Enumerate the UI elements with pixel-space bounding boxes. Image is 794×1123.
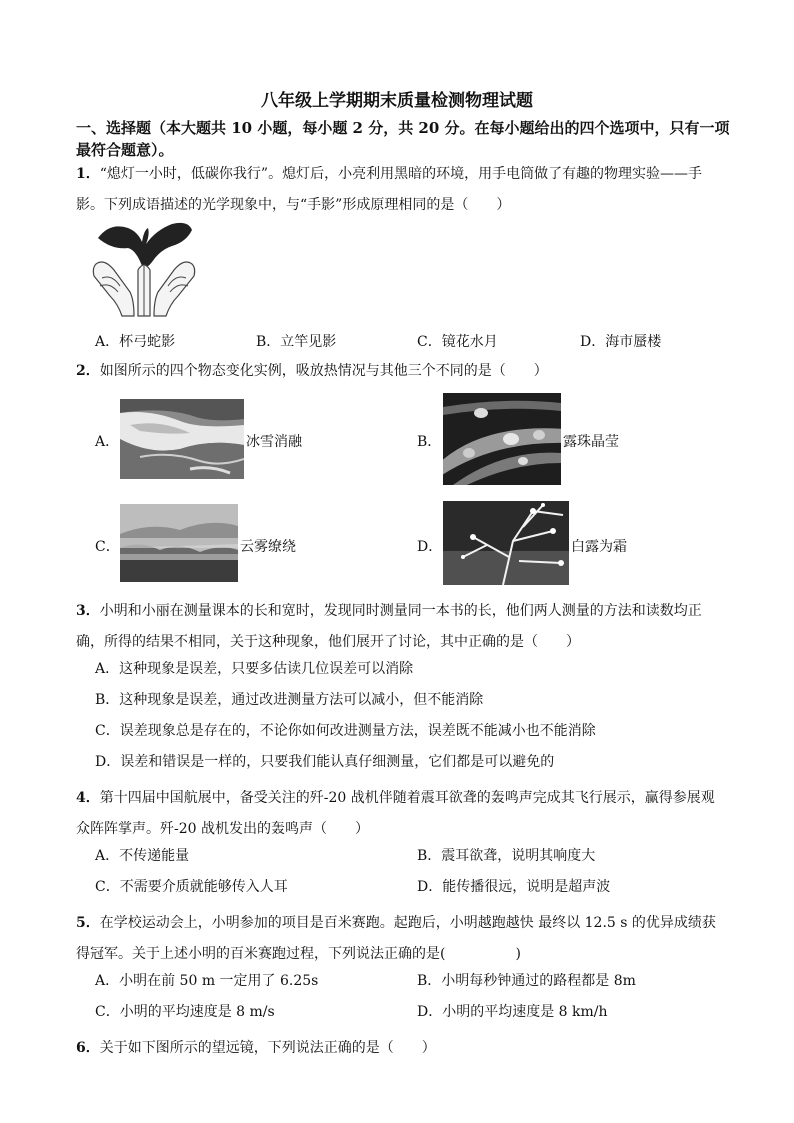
q1-option-c[interactable]: C．镜花水月 <box>417 334 498 350</box>
q5-text-1: 在学校运动会上，小明参加的项目是百米赛跑。起跑后，小明越跑越快 最终以 12.5 s 的优异成绩获 <box>99 915 716 931</box>
q2-letter-c[interactable]: C． <box>95 539 120 555</box>
q3-option-b[interactable]: B．这种现象是误差，通过改进测量方法可以减小，但不能消除 <box>95 692 484 708</box>
q5-line-2: 得冠军。关于上述小明的百米赛跑过程，下列说法正确的是( ) <box>76 946 521 962</box>
q3-text-1: 小明和小丽在测量课本的长和宽时，发现同时测量同一本书的长，他们两人测量的方法和读数均正 <box>99 603 702 619</box>
section-header <box>76 117 756 161</box>
q3-line-1 <box>76 596 736 627</box>
fog-image <box>120 504 238 582</box>
q4-option-d[interactable]: D．能传播很远，说明是超声波 <box>417 879 611 895</box>
dewdrops-image <box>443 393 561 485</box>
q5-option-b[interactable]: B．小明每秒钟通过的路程都是 8m <box>417 973 636 989</box>
q4-option-a[interactable]: A．不传递能量 <box>95 848 190 864</box>
ice-melting-image <box>120 399 244 479</box>
q4-line-1 <box>76 783 736 814</box>
q2-text: 如图所示的四个物态变化实例，吸放热情况与其他三个不同的是（ ） <box>99 363 548 379</box>
q5-option-a[interactable]: A．小明在前 50 m 一定用了 6.25s <box>95 973 319 989</box>
q6-number: 6． <box>76 1040 100 1056</box>
q1-option-a[interactable]: A．杯弓蛇影 <box>95 334 176 350</box>
q2-letter-d[interactable]: D． <box>417 539 443 555</box>
q3-option-a[interactable]: A．这种现象是误差，只要多估读几位误差可以消除 <box>95 661 414 677</box>
q4-number: 4． <box>76 790 100 806</box>
q2-line <box>76 356 736 387</box>
q4-line-2: 众阵阵掌声。歼-20 战机发出的轰鸣声（ ） <box>76 821 369 837</box>
q1-line-2: 影。下列成语描述的光学现象中，与“手影”形成原理相同的是（ ） <box>76 197 511 213</box>
q3-number: 3． <box>76 603 100 619</box>
section-line-2: 最符合题意）。 <box>76 141 174 159</box>
q1-option-b[interactable]: B．立竿见影 <box>256 334 337 350</box>
q4-option-c[interactable]: C．不需要介质就能够传入人耳 <box>95 879 288 895</box>
q6-line <box>76 1033 736 1064</box>
q5-option-c[interactable]: C．小明的平均速度是 8 m/s <box>95 1004 275 1020</box>
q2-caption-c: 云雾缭绕 <box>240 539 296 555</box>
q1-option-d[interactable]: D．海市蜃楼 <box>580 334 662 350</box>
frost-image <box>443 501 569 585</box>
q6-text: 关于如下图所示的望远镜，下列说法正确的是（ ） <box>99 1040 436 1056</box>
q2-caption-a: 冰雪消融 <box>246 434 302 450</box>
q3-line-2: 确，所得的结果不相同，关于这种现象，他们展开了讨论，其中正确的是（ ） <box>76 634 580 650</box>
q4-option-b[interactable]: B．震耳欲聋，说明其响度大 <box>417 848 596 864</box>
page-title: 八年级上学期期末质量检测物理试题 <box>261 91 533 111</box>
q5-option-d[interactable]: D．小明的平均速度是 8 km/h <box>417 1004 608 1020</box>
q3-option-d[interactable]: D．误差和错误是一样的，只要我们能认真仔细测量，它们都是可以避免的 <box>95 754 555 770</box>
q1-line-1 <box>76 159 736 190</box>
q2-caption-b: 露珠晶莹 <box>563 434 619 450</box>
q2-caption-d: 白露为霜 <box>571 539 627 555</box>
q5-number: 5． <box>76 915 100 931</box>
q2-letter-b[interactable]: B． <box>417 434 442 450</box>
hand-shadow-image <box>90 220 198 320</box>
q1-text-1: “熄灯一小时，低碳你我行”。熄灯后，小亮利用黑暗的环境，用手电筒做了有趣的物理实验——手 <box>99 166 703 182</box>
q5-line-1 <box>76 908 736 939</box>
q4-text-1: 第十四届中国航展中，备受关注的歼-20 战机伴随着震耳欲聋的轰鸣声完成其飞行展示，赢得参展观 <box>99 790 715 806</box>
q2-number: 2． <box>76 363 100 379</box>
q1-number: 1． <box>76 166 100 182</box>
q3-option-c[interactable]: C．误差现象总是存在的，不论你如何改进测量方法，误差既不能减小也不能消除 <box>95 723 596 739</box>
section-line-1: 一、选择题（本大题共 10 小题，每小题 2 分，共 20 分。在每小题给出的四个选项中，只有一项 <box>76 119 730 137</box>
q2-letter-a[interactable]: A． <box>95 434 120 450</box>
